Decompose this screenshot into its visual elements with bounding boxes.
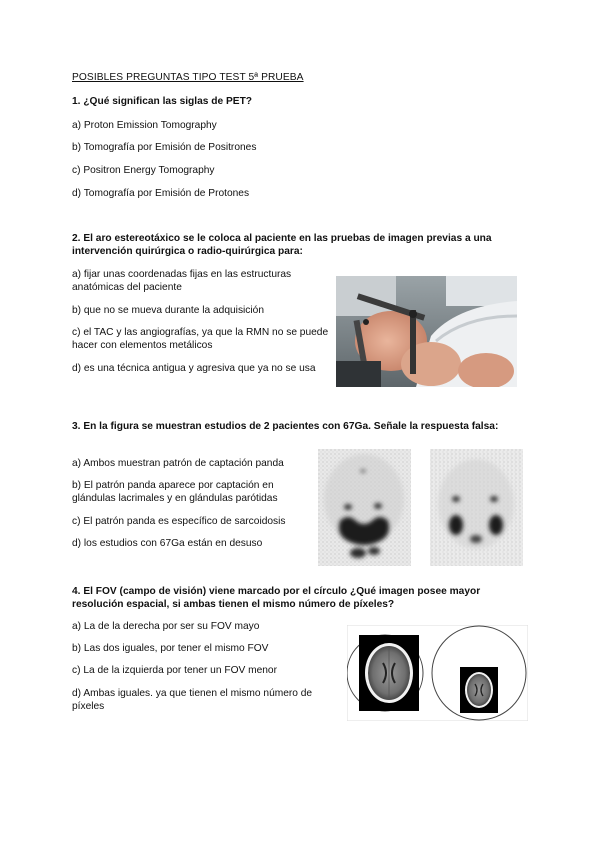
q1-option-c: c) Positron Energy Tomography [72, 165, 215, 176]
question-2: 2. El aro estereotáxico se le coloca al paciente en las pruebas de imagen previas a una intervención quirúrgica o radio-quirúrgica para: [72, 233, 492, 257]
fov-comparison-image [347, 625, 528, 721]
q2-option-c: c) el TAC y las angiografías, ya que la RMN no se puede hacer con elementos metálicos [72, 327, 329, 351]
q3-option-d: d) los estudios con 67Ga están en desuso [72, 538, 263, 549]
q1-option-d: d) Tomografía por Emisión de Protones [72, 188, 250, 199]
q4-option-a: a) La de la derecha por ser su FOV mayo [72, 621, 260, 632]
q1-option-b: b) Tomografía por Emisión de Positrones [72, 142, 257, 153]
q3-option-b: b) El patrón panda aparece por captación en glándulas lacrimales y en glándulas parótidas [72, 480, 278, 504]
q3-option-a: a) Ambos muestran patrón de captación panda [72, 458, 284, 469]
q4-option-c: c) La de la izquierda por tener un FOV menor [72, 665, 277, 676]
q2-option-d: d) es una técnica antigua y agresiva que ya no se usa [72, 363, 316, 374]
question-3: 3. En la figura se muestran estudios de 2 pacientes con 67Ga. Señale la respuesta falsa: [72, 421, 499, 432]
q3-option-c: c) El patrón panda es específico de sarcoidosis [72, 516, 286, 527]
question-4: 4. El FOV (campo de visión) viene marcado por el círculo ¿Qué imagen posee mayor resolución espacial, si ambas tienen el mismo número de píxeles? [72, 586, 481, 610]
question-1: 1. ¿Qué significan las siglas de PET? [72, 96, 253, 107]
q1-option-a: a) Proton Emission Tomography [72, 120, 217, 131]
q4-option-b: b) Las dos iguales, por tener el mismo FOV [72, 643, 269, 654]
stereotactic-frame-photo [336, 276, 517, 387]
q4-option-d: d) Ambas iguales. ya que tienen el mismo número de píxeles [72, 688, 313, 712]
q2-option-a: a) fijar unas coordenadas fijas en las estructuras anatómicas del paciente [72, 269, 292, 293]
q2-option-b: b) que no se mueva durante la adquisición [72, 305, 264, 316]
gallium-scan-right-image [430, 449, 523, 566]
gallium-scan-left-image [318, 449, 411, 566]
page-title: POSIBLES PREGUNTAS TIPO TEST 5ª PRUEBA [72, 72, 304, 83]
